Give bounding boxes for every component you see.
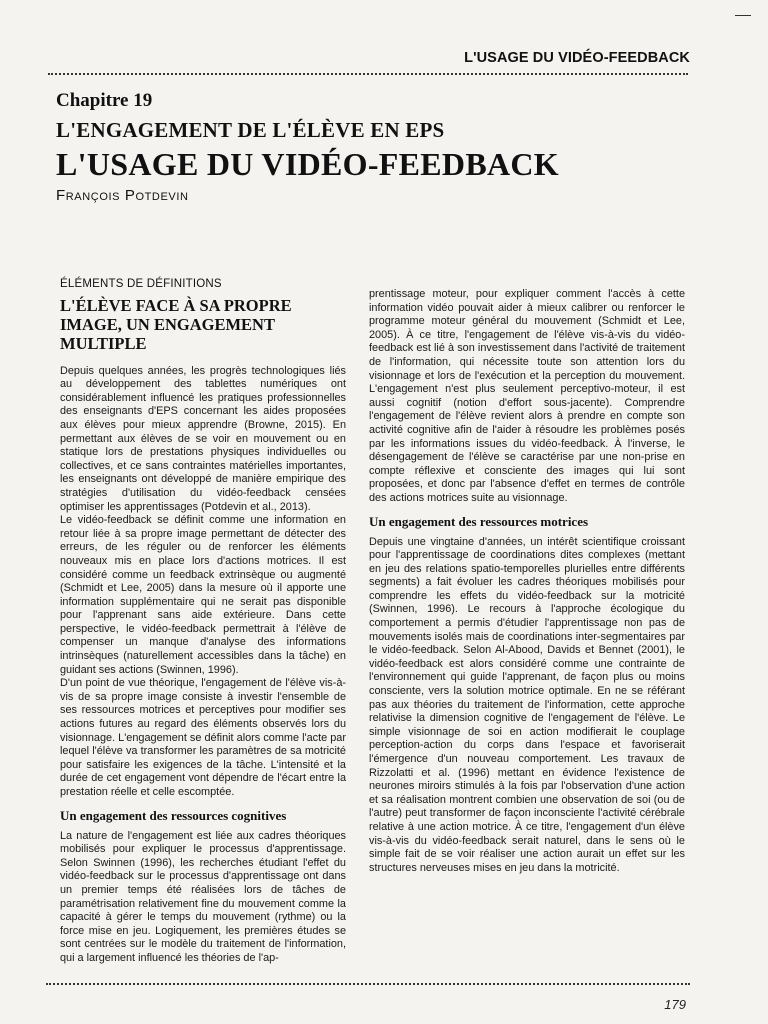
paragraph: La nature de l'engagement est liée aux cadres théoriques mobilisés pour expliquer le processus d'apprentissage. Selon Swinnen (1996), les recherches étudiant l'effet du vidéo-feedback sur le processus d'apprentissage ont dans un premier temps été réalisées lors de tâches de paramétrisation relativement fine du mouvement comme la capacité à gérer le temps du mouvement (rythme) ou la force mise en jeu. Logiquement, les premières études se sont centrées sur le modèle du traitement de l'information, qui a largement influencé les théories de l'ap-	[60, 829, 346, 964]
chapter-title-line2: L'USAGE DU VIDÉO-FEEDBACK	[56, 146, 559, 182]
chapter-title-line1: L'ENGAGEMENT DE L'ÉLÈVE EN EPS	[56, 118, 445, 142]
page-number: 179	[664, 997, 686, 1012]
chapter-author: François Potdevin	[56, 187, 189, 204]
bottom-dotted-rule	[46, 983, 690, 985]
paragraph: Depuis quelques années, les progrès technologiques liés au développement des tablettes numériques ont considérablement influencé les pratiques professionnelles des enseignants d'EPS concernant les aides proposées aux élèves pour mieux apprendre (Browne, 2015). En permettant aux élèves de se voir en mouvement ou en statique lors de prestations physiques individuelles ou collectives, et ce sans contraintes matérielles importantes, les enseignants ont développé de manière empirique des stratégies d'utilisation du vidéo-feedback censées optimiser les apprentissages (Potdevin et al., 2013).	[60, 364, 346, 513]
paragraph: Depuis une vingtaine d'années, un intérêt scientifique croissant pour l'apprentissage de coordinations dites complexes (mettant en jeu des relations spatio-temporelles plurielles entre différents segments) a fait évoluer les cadres théoriques mobilisés pour comprendre les effets du vidéo-feedback sur la motricité (Swinnen, 1996). Le recours à l'approche écologique du comportement a permis d'étudier l'apprentissage non pas de mouvements isolés mais de coordinations inter-segmentaires par le vidéo-feedback. Selon Al-Abood, Davids et Bennet (2001), le vidéo-feedback est alors considéré comme une contrainte de l'environnement qui guide l'apprenant, de façon plus ou moins consciente, vers la solution motrice optimale. En ne se référant pas aux théories du traitement de l'information, cette approche relativise la dimension cognitive de l'engagement de l'élève. Le simple visionnage de soi en action modifierait le couplage perception-action du corps dans l'espace et favoriserait l'émergence d'un nouveau comportement. Les travaux de Rizzolatti et al. (1996) mettant en évidence l'existence de neurones miroirs stimulés à la fois par l'observation d'une action et sa réalisation montrent combien une observation de soi (ou de l'autre) peut transformer de façon inconsciente l'activité cérébrale relative à une action motrice. À ce titre, l'engagement d'un élève vis-à-vis du vidéo-feedback serait naturel, dans le sens où le simple fait de se voir réaliser une action aurait un effet sur les structures nerveuses mises en jeu dans la motricité.	[369, 535, 685, 874]
running-head: L'USAGE DU VIDÉO-FEEDBACK	[464, 50, 690, 66]
paragraph: D'un point de vue théorique, l'engagement de l'élève vis-à-vis de sa propre image consiste à investir l'ensemble de ses ressources motrices et perceptives pour modifier ses actions futures au regard des éléments observés lors du visionnage. L'engagement se définit alors comme l'acte par lequel l'élève va transformer les paramètres de sa motricité pour satisfaire les exigences de la tâche. L'intensité et la durée de cet engagement vont dépendre de l'écart entre la prestation réelle et celle escomptée.	[60, 677, 346, 798]
section-title: L'ÉLÈVE FACE À SA PROPRE IMAGE, UN ENGAGEMENT MULTIPLE	[60, 295, 292, 353]
paragraph: Le vidéo-feedback se définit comme une information en retour liée à sa propre image permettant de détecter des erreurs, de les réguler ou de renforcer les éléments nouveaux mis en place lors d'actions motrices. Il est considéré comme un feedback extrinsèque ou augmenté (Schmidt et Lee, 2005) dans la mesure où il apporte une information supplémentaire qui ne serait pas disponible pour l'apprenant sans aide extérieure. Dans cette perspective, le vidéo-feedback permettrait à l'élève de compenser un manque d'analyse des informations intrinsèques (naturellement accessibles dans la tâche) en guidant ses actions (Swinnen, 1996).	[60, 514, 346, 676]
paragraph: prentissage moteur, pour expliquer comment l'accès à cette information vidéo pouvait aider à mieux calibrer ou renforcer le programme moteur général du mouvement (Schmidt et Lee, 2005). À ce titre, l'engagement de l'élève vis-à-vis du vidéo-feedback est lié à son investissement dans l'activité de traitement de l'information, qui nécessite toute son attention lors du visionnage et lors de l'exécution et la perception du mouvement. L'engagement n'est plus seulement perceptivo-moteur, il est aussi cognitif (notion d'effort sous-jacente). Comprendre l'engagement de l'élève revient alors à prendre en compte son activité cognitive afin de l'aider à résoudre les problèmes posés par les informations issues du vidéo-feedback. À l'inverse, le désengagement de l'élève se caractérise par une non-prise en compte réflexive et consciente des images qui lui sont proposées, et donc par l'absence d'effet en termes de contrôle des actions motrices suite au visionnage.	[369, 288, 685, 504]
subsection-title-cognitive: Un engagement des ressources cognitives	[60, 807, 287, 823]
corner-mark	[735, 15, 751, 16]
chapter-label: Chapitre 19	[56, 90, 153, 111]
subsection-title-motor: Un engagement des ressources motrices	[369, 513, 589, 529]
top-dotted-rule	[48, 73, 688, 75]
left-column	[60, 278, 346, 966]
right-column	[369, 288, 685, 875]
section-kicker: ÉLÉMENTS DE DÉFINITIONS	[60, 278, 222, 290]
